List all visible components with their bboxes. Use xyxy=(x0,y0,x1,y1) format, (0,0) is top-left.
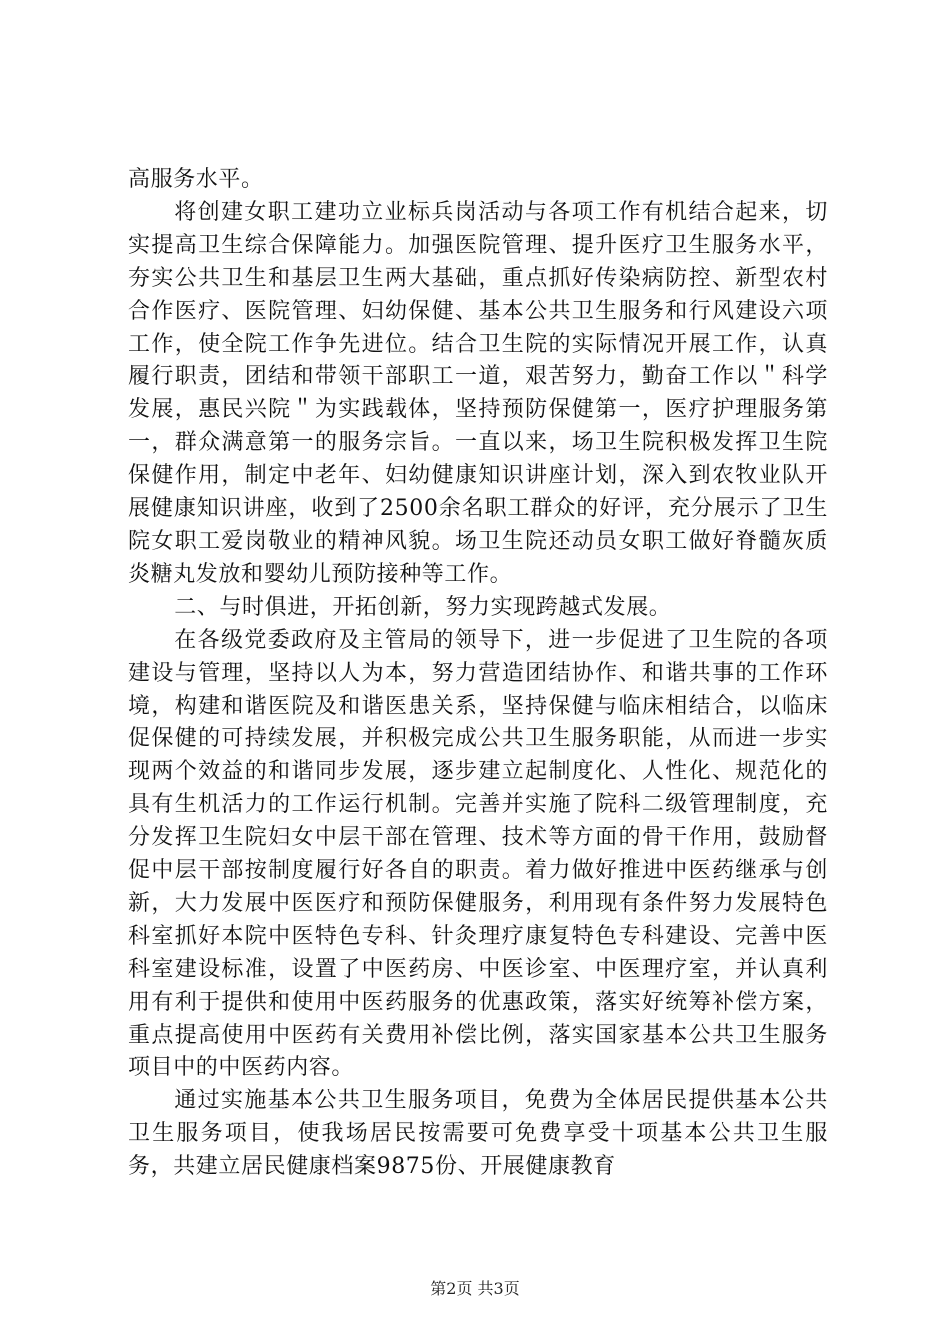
paragraph-4: 在各级党委政府及主管局的领导下，进一步促进了卫生院的各项建设与管理，坚持以人为本，努力营造团结协作、和谐共事的工作环境，构建和谐医院及和谐医患关系，坚持保健与临床相结合，以临床促保健的可持续发展，并积极完成公共卫生服务职能，从而进一步实现两个效益的和谐同步发展，逐步建立起制度化、人性化、规范化的具有生机活力的工作运行机制。完善并实施了院科二级管理制度，充分发挥卫生院妇女中层干部在管理、技术等方面的骨干作用，鼓励督促中层干部按制度履行好各自的职责。着力做好推进中医药继承与创新，大力发展中医医疗和预防保健服务，利用现有条件努力发展特色科室抓好本院中医特色专科、针灸理疗康复特色专科建设、完善中医科室建设标准，设置了中医药房、中医诊室、中医理疗室，并认真利用有利于提供和使用中医药服务的优惠政策，落实好统筹补偿方案，重点提高使用中医药有关费用补偿比例，落实国家基本公共卫生服务项目中的中医药内容。 xyxy=(128,627,828,1081)
section-heading: 二、与时俱进，开拓创新，努力实现跨越式发展。 xyxy=(174,594,672,620)
paragraph-2: 将创建女职工建功立业标兵岗活动与各项工作有机结合起来，切实提高卫生综合保障能力。加强医院管理、提升医疗卫生服务水平，夯实公共卫生和基层卫生两大基础，重点抓好传染病防控、新型农村合作医疗、医院管理、妇幼保健、基本公共卫生服务和行风建设六项工作，使全院工作争先进位。结合卫生院的实际情况开展工作，认真履行职责，团结和带领干部职工一道，艰苦努力，勤奋工作以＂科学发展，惠民兴院＂为实践载体，坚持预防保健第一，医疗护理服务第一，群众满意第一的服务宗旨。一直以来，场卫生院积极发挥卫生院保健作用，制定中老年、妇幼健康知识讲座计划，深入到农牧业队开展健康知识讲座，收到了2500余名职工群众的好评，充分展示了卫生院女职工爱岗敬业的精神风貌。场卫生院还动员女职工做好脊髓灰质炎糖丸发放和婴幼儿预防接种等工作。 xyxy=(128,199,828,587)
page-number: 第2页 共3页 xyxy=(430,1279,520,1298)
document-body xyxy=(128,164,828,1184)
paragraph-1: 高服务水平。 xyxy=(128,167,264,192)
paragraph-5: 通过实施基本公共卫生服务项目，免费为全体居民提供基本公共卫生服务项目，使我场居民按需要可免费享受十项基本公共卫生服务，共建立居民健康档案9875份、开展健康教育 xyxy=(128,1088,828,1180)
